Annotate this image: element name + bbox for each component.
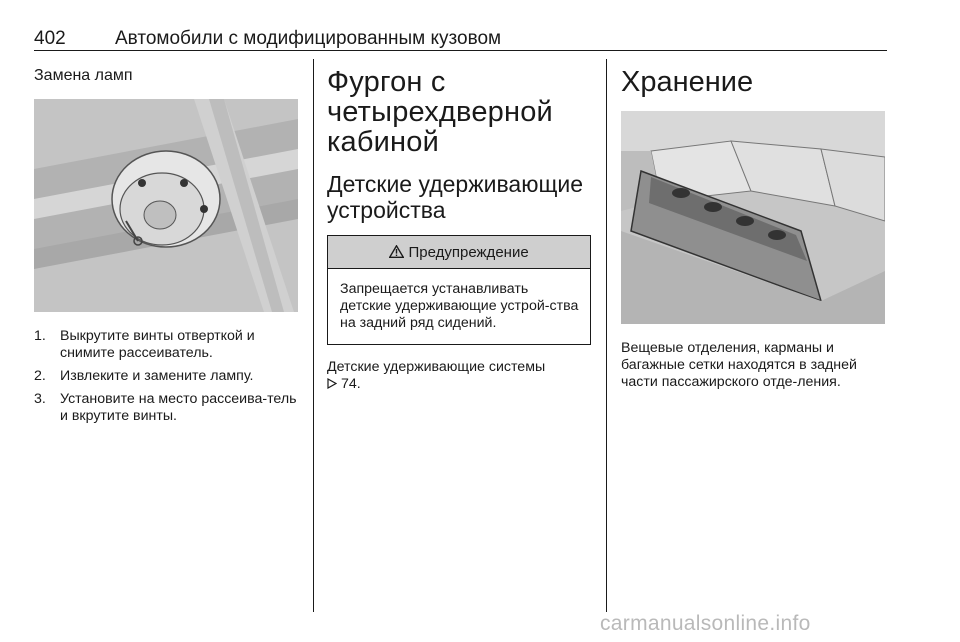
- middle-column: [327, 67, 591, 393]
- storage-paragraph: Вещевые отделения, карманы и багажные сетки находятся в задней части пассажирского отде-ления.: [621, 340, 857, 390]
- right-column: [621, 67, 885, 391]
- section-subtitle: Детские удерживающие устройства: [327, 171, 584, 223]
- warning-header: [328, 236, 590, 269]
- column-divider: [606, 59, 607, 612]
- child-restraint-paragraph: Детские удерживающие системы 74.: [327, 359, 546, 392]
- list-item: 1. Выкрутите винты отверткой и снимите рассеиватель.: [34, 328, 255, 361]
- watermark: carmanualsonline.info: [600, 612, 811, 635]
- lamp-replacement-heading: Замена ламп: [34, 67, 133, 84]
- warning-box: [327, 235, 591, 345]
- warning-heading: Предупреждение: [408, 244, 529, 261]
- header-rule: [34, 50, 887, 51]
- list-item: 3. Установите на место рассеива-тель и вкрутите винты.: [34, 391, 297, 424]
- column-divider: [313, 59, 314, 612]
- list-item: 2. Извлеките и замените лампу.: [34, 368, 254, 384]
- rear-seat-storage-illustration: [621, 111, 885, 324]
- page-reference-icon: [327, 376, 341, 392]
- warning-triangle-icon: [389, 244, 408, 261]
- warning-text: Запрещается устанавливать детские удерживающие устрой-ства на задний ряд сидений.: [340, 281, 579, 331]
- storage-heading: Хранение: [621, 66, 754, 98]
- left-column: [34, 67, 298, 431]
- ceiling-lamp-illustration: [34, 99, 298, 312]
- chapter-title: Автомобили с модифицированным кузовом: [115, 28, 502, 49]
- section-title: Фургон с четырехдверной кабиной: [327, 66, 553, 158]
- page-number: 402: [34, 28, 66, 49]
- page-reference[interactable]: 74.: [340, 376, 361, 392]
- page-header: [34, 28, 887, 52]
- lamp-steps-list: [34, 328, 298, 425]
